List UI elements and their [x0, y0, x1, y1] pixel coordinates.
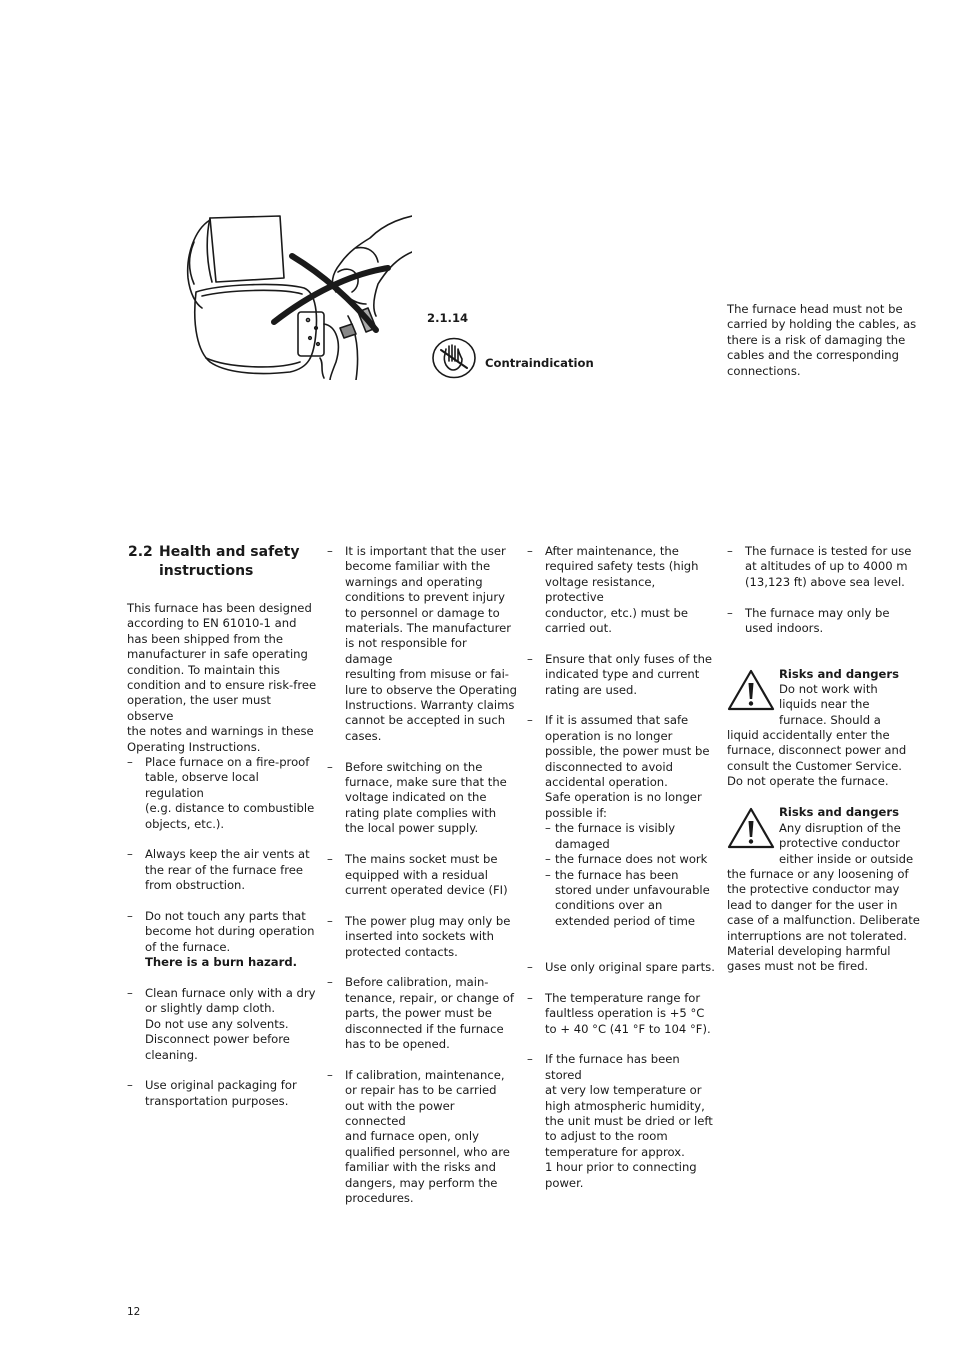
sub-list-item: – the furnace is visibly damaged — [545, 821, 717, 852]
list-item: – Always keep the air vents at the rear of the furnace free from obstruction. — [127, 847, 317, 893]
risk-text: Do not work with liquids near the furnace. Should a — [779, 682, 881, 727]
burn-hazard-warning: There is a burn hazard. — [145, 955, 298, 970]
col1-list — [127, 755, 317, 1125]
risk-text: Any disruption of the protective conductor either inside or outside — [779, 821, 914, 866]
col4-list — [727, 544, 922, 652]
section-heading — [128, 543, 313, 583]
list-item: – Use original packaging for transportation purposes. — [127, 1078, 317, 1109]
list-item: – The temperature range for faultless operation is +5 °C to + 40 °C (41 °F to 104 °F). — [527, 991, 717, 1037]
list-item: – It is important that the user become familiar with the warnings and operating conditions to prevent injury to personnel or damage to materials. The manufacturer is not responsible for damage resulting from misuse or fai- lure to observe the Operating Instructions. Warranty claims cannot be accepted in such cases. — [327, 544, 517, 744]
risk-title: Risks and dangers — [779, 805, 900, 819]
list-item: – After maintenance, the required safety tests (high voltage resistance, protective conductor, etc.) must be carried out. — [527, 544, 717, 636]
list-item: – Use only original spare parts. — [527, 960, 717, 975]
sub-list-item: – the furnace does not work — [545, 852, 717, 867]
figure-section-number: 2.1.14 — [427, 311, 469, 325]
list-item: – Before calibration, main- tenance, repair, or change of parts, the power must be disconnected if the furnace has to be opened. — [327, 975, 517, 1052]
list-item: – Before switching on the furnace, make sure that the voltage indicated on the rating plate complies with the local power supply. — [327, 760, 517, 837]
figure-label: Contraindication — [485, 356, 594, 370]
figure-note: The furnace head must not be carried by holding the cables, as there is a risk of damaging the cables and the corresponding connections. — [727, 302, 917, 378]
list-item: – If calibration, maintenance, or repair has to be carried out with the power connected and furnace open, only qualified personnel, who are familiar with the risks and dangers, may perform the procedures. — [327, 1068, 517, 1207]
warning-triangle-icon — [726, 668, 776, 712]
section-title: Health and safety instructions — [159, 544, 300, 579]
section-intro: This furnace has been designed according to EN 61010-1 and has been shipped from the manufacturer in safe operating condition. To maintain this condition and to ensure risk-free operation, the user must observe the notes and warnings in these Operating Instructions. — [127, 601, 317, 754]
page-number: 12 — [127, 1306, 141, 1318]
warning-triangle-icon — [726, 806, 776, 850]
list-item: – The power plug may only be inserted into sockets with protected contacts. — [327, 914, 517, 960]
col2-list — [327, 544, 517, 1222]
no-touch-hand-icon — [431, 337, 477, 379]
list-item: – If it is assumed that safe operation is no longer possible, the power must be disconnected to avoid accidental operation. Safe operation is no longer possible if: – the furnace is visibly damaged – the furnace does not work – the furnace has been stored under unfavourable conditions over an extended period of time — [527, 713, 717, 944]
section-number: 2.2 — [128, 544, 153, 560]
list-item: – If the furnace has been stored at very low temperature or high atmospheric humidity, the unit must be dried or left to adjust to the room temperature for approx. 1 hour prior to connecting power. — [527, 1052, 717, 1191]
risk-text: the furnace or any loosening of the protective conductor may lead to danger for the user in case of a malfunction. Deliberate interruptions are not tolerated. Material developing harmful gases must not be fired. — [727, 867, 920, 974]
sub-list-item: – the furnace has been stored under unfavourable conditions over an extended period of time — [545, 868, 717, 930]
col3-list — [527, 544, 717, 1206]
safe-operation-cases — [545, 821, 717, 929]
list-item: – Ensure that only fuses of the indicated type and current rating are used. — [527, 652, 717, 698]
list-item: – The furnace is tested for use at altitudes of up to 4000 m (13,123 ft) above sea level. — [727, 544, 922, 590]
list-item: – Clean furnace only with a dry or slightly damp cloth. Do not use any solvents. Disconnect power before cleaning. — [127, 986, 317, 1063]
furnace-cable-illustration — [180, 212, 412, 380]
list-item: – Do not touch any parts that become hot during operation of the furnace. There is a burn hazard. — [127, 909, 317, 971]
list-item: – Place furnace on a fire-proof table, observe local regulation (e.g. distance to combustible objects, etc.). — [127, 755, 317, 832]
risk-title: Risks and dangers — [779, 667, 900, 681]
list-item: – The mains socket must be equipped with a residual current operated device (FI) — [327, 852, 517, 898]
list-item: – The furnace may only be used indoors. — [727, 606, 922, 637]
risk-text: liquid accidentally enter the furnace, disconnect power and consult the Customer Service. Do not operate the furnace. — [727, 728, 907, 789]
